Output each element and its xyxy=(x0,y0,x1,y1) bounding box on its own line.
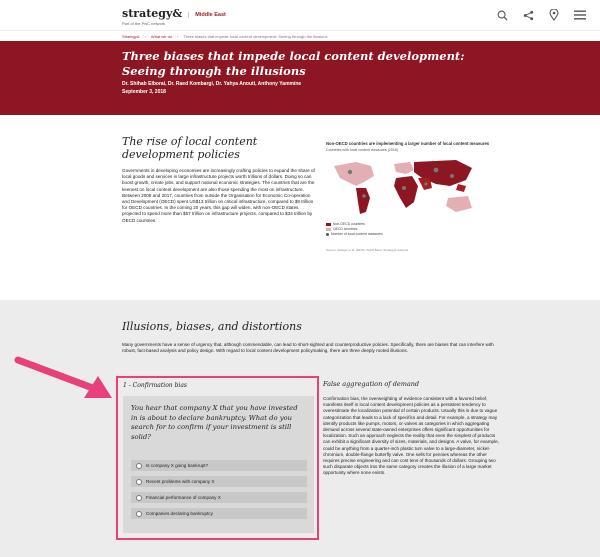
map-subtitle: Countries with local content measures (2016) xyxy=(326,148,399,152)
logo[interactable] xyxy=(122,4,182,26)
breadcrumb-separator: › xyxy=(144,33,146,39)
breadcrumb-item[interactable]: Strategy& xyxy=(122,33,140,39)
map-title: Non-OECD countries are implementing a larger number of local content measures xyxy=(326,141,490,146)
column-body: Confirmation bias, the overweighting of evidence consistent with a favored belief, manifests itself in local content development policies as a persistent tendency to overestimate the localization potential of certain products. Usually this is due to vague categorization that leads to a lack of specifics and detail. For example, a strategy may identify products like pumps, motors, or valves as categories in which aggregating demand across several state-owned enterprises offers significant opportunities for localization. Such an approach neglects the reality that even the simplest of products can exhibit a significant diversity of sizes, materials, and designs. A valve, for example, could be anything from a quarter-inch plastic turn valve to a large-diameter, nickel-chromium, double-flange butterfly valve. One sells for pennies whereas the other requires precise engineering and can cost tens of thousands of dollars. Grouping two such disparate objects into the same category creates the illusion of a large market opportunity where none exists. xyxy=(323,396,499,476)
world-map xyxy=(326,156,486,220)
section-intro: Many governments have a sense of urgency that, although commendable, can lead to short-sighted and counterproductive policies. Specifically, there are biases that can interfere with robust, fact-based analysis and policy design. With regard to local content development policymaking, there are three deeply rooted illusions. xyxy=(122,342,494,354)
hero-banner xyxy=(0,41,600,115)
breadcrumb-separator: › xyxy=(177,33,179,39)
highlight-arrow xyxy=(14,356,114,402)
quiz-card xyxy=(123,396,314,533)
quiz-option[interactable]: Recent problems with company X xyxy=(131,476,307,487)
logo-tagline: Part of the PwC network xyxy=(122,21,166,26)
authors: Dr. Shihab Elborai, Dr. Raed Kombargi, Dr. Yahya Anouti, Anthony Yammine xyxy=(122,81,302,87)
legend-item: Number of local content measures xyxy=(326,232,383,237)
brand xyxy=(122,4,226,26)
breadcrumb xyxy=(0,30,600,41)
breadcrumb-item[interactable]: What we do xyxy=(150,33,173,39)
radio-icon xyxy=(136,511,142,517)
region-label[interactable]: Middle East xyxy=(188,12,226,18)
quiz-option[interactable]: Companies declaring bankruptcy xyxy=(131,508,307,519)
top-bar xyxy=(0,0,600,30)
menu-icon[interactable] xyxy=(574,9,586,21)
section-body: Governments in developing economies are increasingly crafting policies to expand the share of local goods and services in large infrastructure projects worth trillions of dollars. Doing so can boost growth, create jobs, and support national economic strategies. The countries that are the keenest on local content development are also those spending the most on infrastructure. Between 2008 and 2017, countries from outside the Organisation for Economic Co-operation and Development (OECD) spent US$13 trillion on critical infrastructure, compared to $9 trillion for OECD countries. In the coming 20 years, this gap will widen, with non-OECD states projected to spend more than $57 trillion on infrastructure projects, compared to $34 trillion by OECD countries. xyxy=(122,168,315,223)
share-icon[interactable] xyxy=(522,9,534,21)
quiz-option[interactable]: Is company X going bankrupt? xyxy=(131,460,307,471)
column-heading: False aggregation of demand xyxy=(323,380,420,388)
section-heading: The rise of local content development policies xyxy=(122,135,258,161)
location-pin-icon[interactable] xyxy=(548,9,560,21)
radio-icon xyxy=(136,463,142,469)
radio-icon xyxy=(136,479,142,485)
map-legend xyxy=(326,222,383,237)
header-icons xyxy=(496,9,586,21)
confirmation-bias-quiz-box xyxy=(116,376,319,540)
quiz-box-title: 1 - Confirmation bias xyxy=(123,382,187,389)
radio-icon xyxy=(136,495,142,501)
quiz-question: You hear that company X that you have invested in is about to declare bankruptcy. What do you search for to confirm if your investment is still solid? xyxy=(131,404,298,441)
quiz-option[interactable]: Financial performance of company X xyxy=(131,492,307,503)
page-title: Three biases that impede local content development: Seeing through the illusions xyxy=(122,49,465,78)
legend-item: OECD countries xyxy=(326,227,383,232)
publish-date: September 3, 2018 xyxy=(122,89,166,95)
breadcrumb-item: Three biases that impede local content development: Seeing through the illusions xyxy=(183,33,328,39)
search-icon[interactable] xyxy=(496,9,508,21)
map-source: Source: Stehger et al. (2016); World Bank; Strategy& analysis xyxy=(326,248,409,252)
legend-item: Non-OECD countries xyxy=(326,222,383,227)
section-heading: Illusions, biases, and distortions xyxy=(122,320,302,333)
logo-wordmark: strategy& xyxy=(122,7,183,20)
